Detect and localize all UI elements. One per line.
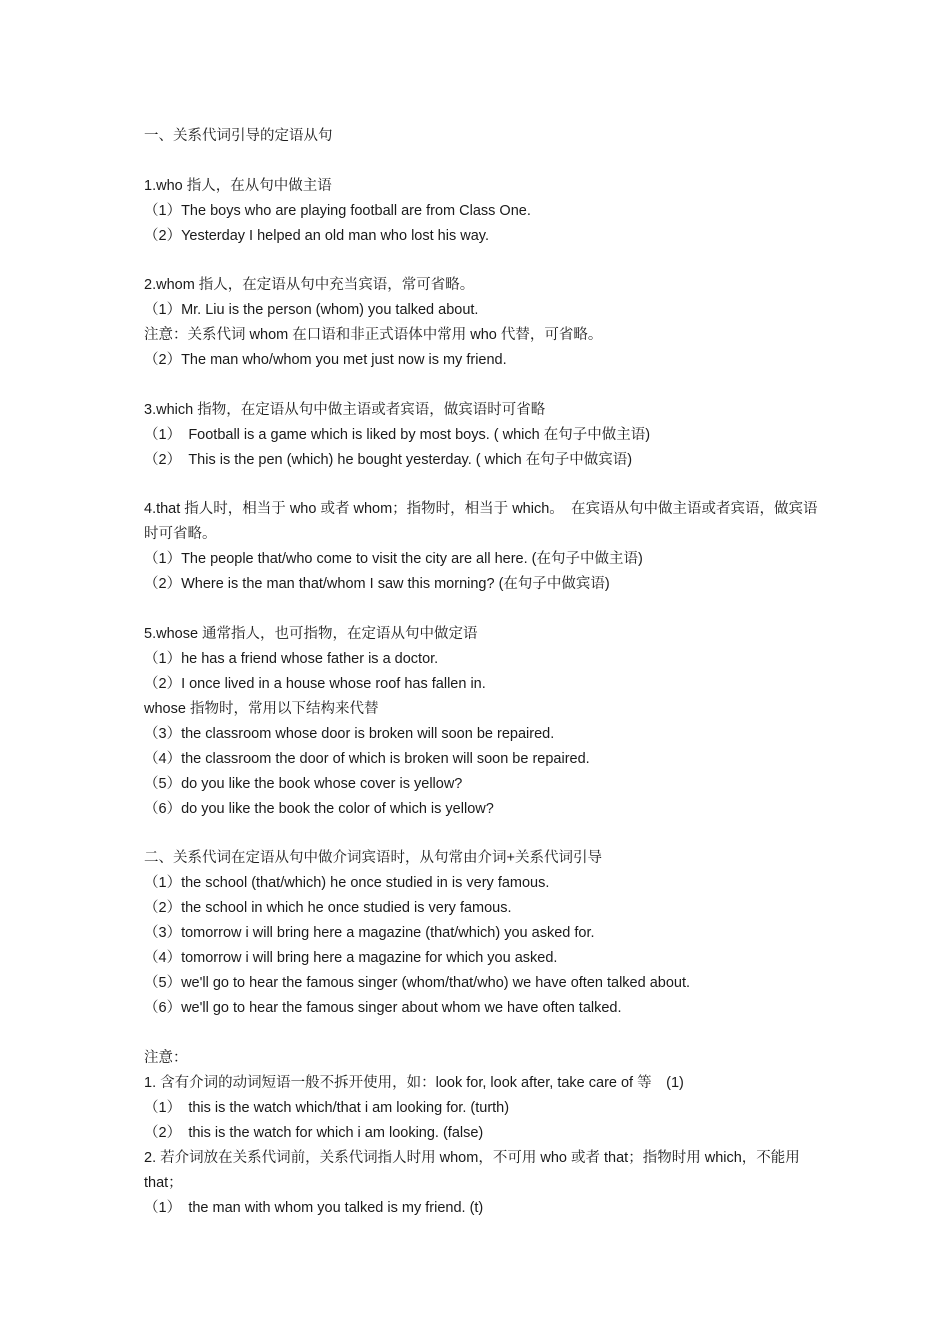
that-title: 4.that 指人时，相当于 who 或者 whom；指物时，相当于 which。 在宾语从句中做主语或者宾语，做宾语时可省略。: [144, 501, 818, 542]
whom-title: 2.whom 指人，在定语从句中充当宾语，常可省略。: [144, 277, 475, 293]
whose-example: （2）I once lived in a house whose roof has fallen in.: [144, 675, 486, 692]
section2-example: （5）we'll go to hear the famous singer (whom/that/who) we have often talked about.: [144, 975, 691, 991]
section1-heading: 一、关系代词引导的定语从句: [144, 128, 333, 144]
note-item: 2. 若介词放在关系代词前，关系代词指人时用 whom，不可用 who 或者 that；指物时用 which，不能用 that；: [144, 1149, 800, 1191]
note-example: （1） the man with whom you talked is my friend. (t): [144, 1199, 484, 1216]
blank-line: [144, 249, 824, 274]
section2-example: （3）tomorrow i will bring here a magazine (that/which) you asked for.: [144, 925, 595, 941]
which-title: 3.which 指物，在定语从句中做主语或者宾语，做宾语时可省略: [144, 401, 546, 418]
note-example: （2） this is the watch for which i am looking. (false): [144, 1124, 484, 1141]
notes-heading: 注意：: [144, 1049, 188, 1066]
that-example: （1）The people that/who come to visit the city are all here. (在句子中做主语): [144, 551, 643, 567]
whom-note: 注意：关系代词 whom 在口语和非正式语体中常用 who 代替，可省略。: [144, 327, 603, 343]
section2-example: （6）we'll go to hear the famous singer about whom we have often talked.: [144, 1000, 622, 1016]
section2-example: （2）the school in which he once studied is very famous.: [144, 900, 512, 916]
whose-example: （3）the classroom whose door is broken will soon be repaired.: [144, 725, 555, 742]
section2-example: （1）the school (that/which) he once studied in is very famous.: [144, 875, 550, 891]
blank-line: [144, 1021, 824, 1046]
whom-example: （2）The man who/whom you met just now is my friend.: [144, 352, 507, 368]
that-example: （2）Where is the man that/whom I saw this morning? (在句子中做宾语): [144, 576, 610, 592]
which-example: （2） This is the pen (which) he bought yesterday. ( which 在句子中做宾语): [144, 451, 633, 468]
whom-example: （1）Mr. Liu is the person (whom) you talked about.: [144, 302, 479, 318]
document-body: [144, 124, 824, 1221]
note-example: （1） this is the watch which/that i am looking for. (turth): [144, 1099, 510, 1116]
blank-line: [144, 149, 824, 174]
whose-example: （5）do you like the book whose cover is yellow?: [144, 775, 463, 792]
which-example: （1） Football is a game which is liked by most boys. ( which 在句子中做主语): [144, 426, 651, 443]
whose-example: （4）the classroom the door of which is broken will soon be repaired.: [144, 750, 590, 767]
blank-line: [144, 373, 824, 398]
whose-example: （1）he has a friend whose father is a doctor.: [144, 650, 439, 667]
who-example: （1）The boys who are playing football are from Class One.: [144, 202, 531, 219]
who-title: 1.who 指人，在从句中做主语: [144, 177, 332, 194]
note-item: 1. 含有介词的动词短语一般不拆开使用，如：look for, look after, take care of 等 (1): [144, 1074, 684, 1091]
blank-line: [144, 473, 824, 498]
who-example: （2）Yesterday I helped an old man who lost his way.: [144, 227, 489, 244]
section2-heading: 二、关系代词在定语从句中做介词宾语时，从句常由介词+关系代词引导: [144, 850, 602, 866]
whose-title: 5.whose 通常指人，也可指物，在定语从句中做定语: [144, 625, 478, 642]
whose-note: whose 指物时，常用以下结构来代替: [144, 700, 379, 717]
blank-line: [144, 597, 824, 622]
section2-example: （4）tomorrow i will bring here a magazine for which you asked.: [144, 950, 558, 966]
blank-line: [144, 822, 824, 847]
whose-example: （6）do you like the book the color of which is yellow?: [144, 800, 494, 817]
